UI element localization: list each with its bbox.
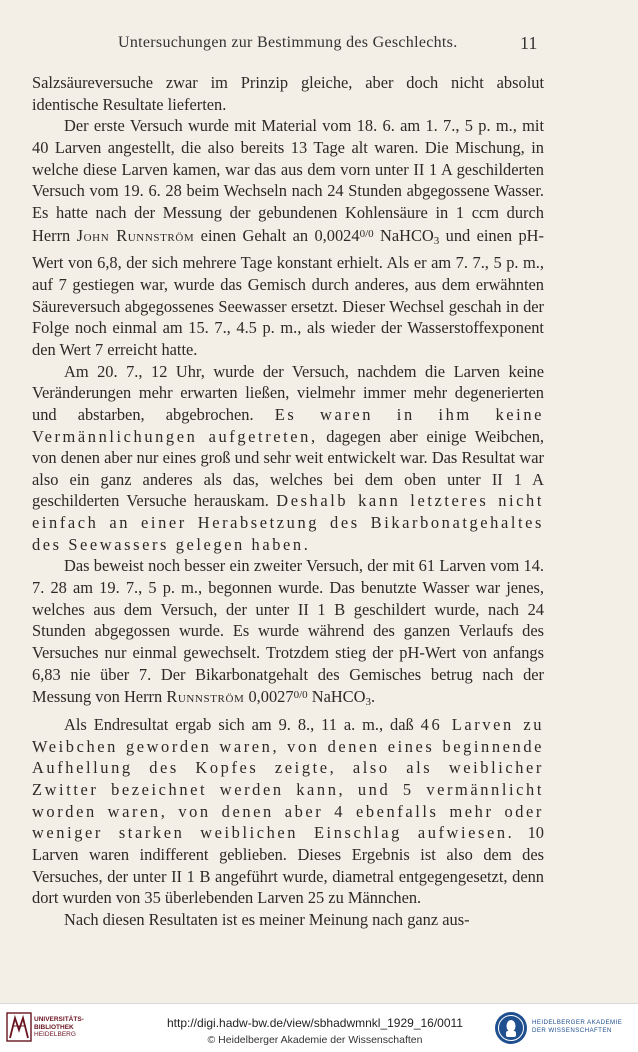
paragraph-2-part-b: einen Gehalt an 0,0024: [200, 225, 360, 245]
viewer-footer: [0, 1003, 638, 1052]
paragraph-4-part-d: .: [370, 687, 376, 707]
paragraph-2-part-a: Der erste Versuch wurde mit Material vom 18. 6. am 1. 7., 5 p. m., mit 40 Larven angestellt, die also bereits 13 Tage alt waren. Die Mischung, in welche diese Larven kamen, war das aus dem vorn unter II 1 A geschilderten Versuch vom 19. 6. 28 beim Wechseln nach 24 Stunden abgegossene Wasser. Es hatte nach der Messung der gebundenen Kohlensäure in 1 ccm durch Herrn: [32, 116, 544, 245]
library-line-3: HEIDELBERG: [34, 1031, 76, 1038]
paragraph-4: [32, 555, 544, 714]
paragraph-5: [32, 714, 544, 909]
academy-seal-icon: [494, 1011, 528, 1045]
chemical-formula-2: NaHCO: [311, 687, 366, 707]
paragraph-3: [32, 361, 544, 556]
paragraph-4-part-b: 0,0027: [248, 687, 294, 707]
paragraph-5-part-b: 10 Larven waren indifferent geblieben. Dieses Ergebnis ist also dem des Versuches, der unter II 1 B angeführt wurde, diametral entgegengesetzt, denn dort wurden von 35 überlebenden Larven 25 zu Männchen.: [32, 823, 544, 908]
library-line-2: BIBLIOTHEK: [34, 1023, 74, 1031]
academy-name: [532, 1019, 622, 1035]
percent-sign: 0/0: [359, 227, 374, 240]
person-name-2: Runnström: [166, 687, 245, 707]
running-title: Untersuchungen zur Bestimmung des Geschlechts.: [118, 34, 458, 51]
formula-subscript-2: 3: [365, 696, 371, 709]
paragraph-4-part-a: Das beweist noch besser ein zweiter Versuch, der mit 61 Larven vom 14. 7. 28 am 19. 7., 5 p. m., begonnen wurde. Das benutzte Wasser war jenes, welches aus dem Versuch, der unter II 1 B geschildert wurde, nach 24 Stunden abgegossen wurde. Es wurde während des ganzen Verlaufs des Versuches nur einmal gewechselt. Trotzdem stieg der pH-Wert von anfangs 6,83 nie über 7. Der Bikarbonatgehalt des Gemisches betrug nach der Messung von Herrn: [32, 556, 544, 707]
university-library-logo-icon: [6, 1012, 32, 1042]
emphasis-spaced-3: 46 Larven zu Weibchen geworden waren, von denen eines beginnende Aufhellung des Kopfes zeigte, also als weiblicher Zwitter bezeichnet werden kann, und 5 vermännlicht worden waren, von denen aber 4 ebenfalls mehr oder weniger starken weiblichen Einschlag aufwiesen.: [32, 715, 544, 843]
page-number: 11: [520, 33, 538, 53]
paragraph-3-part-a: Am 20. 7., 12 Uhr, wurde der Versuch, nachdem die Larven keine Veränderungen mehr erwarten ließen, vielmehr immer mehr degenerierten und abstarben, abgebrochen.: [32, 361, 544, 424]
paragraph-2: [32, 115, 544, 360]
emphasis-spaced-2: Deshalb kann letzteres nicht einfach an einer Herabsetzung des Bikarbonatgehaltes des Seewassers gelegen haben.: [32, 491, 544, 554]
permalink-url[interactable]: http://digi.hadw-bw.de/view/sbhadwmnkl_1929_16/0011: [167, 1016, 463, 1030]
emphasis-spaced-1: Es waren in ihm keine Vermännlichungen aufgetreten,: [32, 404, 544, 446]
person-name: John Runnström: [76, 225, 195, 245]
paragraph-6-text: Nach diesen Resultaten ist es meiner Meinung nach ganz aus-: [64, 909, 470, 929]
chemical-formula: NaHCO: [380, 225, 434, 245]
academy-line-2: DER WISSENSCHAFTEN: [532, 1027, 612, 1034]
paragraph-1: [32, 72, 544, 115]
formula-subscript: 3: [433, 234, 440, 247]
paragraph-1-text: Salzsäureversuche zwar im Prinzip gleiche, aber doch nicht absolut identische Resultate lieferten.: [32, 73, 544, 114]
library-name: [34, 1016, 84, 1039]
body-text: [32, 72, 544, 931]
paragraph-3-part-b: dagegen aber einige Weibchen, von denen aber nur eines groß und sehr weit entwickelt war. Das Resultat war also ein ganz anderes als das, welches bei dem oben unter II 1 A geschilderten Versuche herauskam.: [32, 426, 544, 511]
copyright-notice: © Heidelberger Akademie der Wissenschaften: [207, 1034, 423, 1046]
paragraph-2-part-d: und einen pH-Wert von 6,8, der sich mehrere Tage konstant erhielt. Als er am 7. 7., 5 p. m., auf 7 gestiegen war, wurde das Gemisch durch anderes, aus dem erwähnten Säureversuch abgegossenes Seewasser ersetzt. Dieser Wechsel geschah in der Folge noch einmal am 15. 7., 4.5 p. m., als wieder der Wasserstoffexponent den Wert 7 erreicht hatte.: [32, 225, 544, 359]
paragraph-6: [32, 909, 544, 931]
academy-line-1: HEIDELBERGER AKADEMIE: [532, 1019, 623, 1026]
percent-sign-2: 0/0: [293, 689, 308, 702]
library-line-1: UNIVERSITÄTS-: [34, 1016, 84, 1023]
paragraph-5-part-a: Als Endresultat ergab sich am 9. 8., 11 a. m., daß: [64, 715, 414, 735]
